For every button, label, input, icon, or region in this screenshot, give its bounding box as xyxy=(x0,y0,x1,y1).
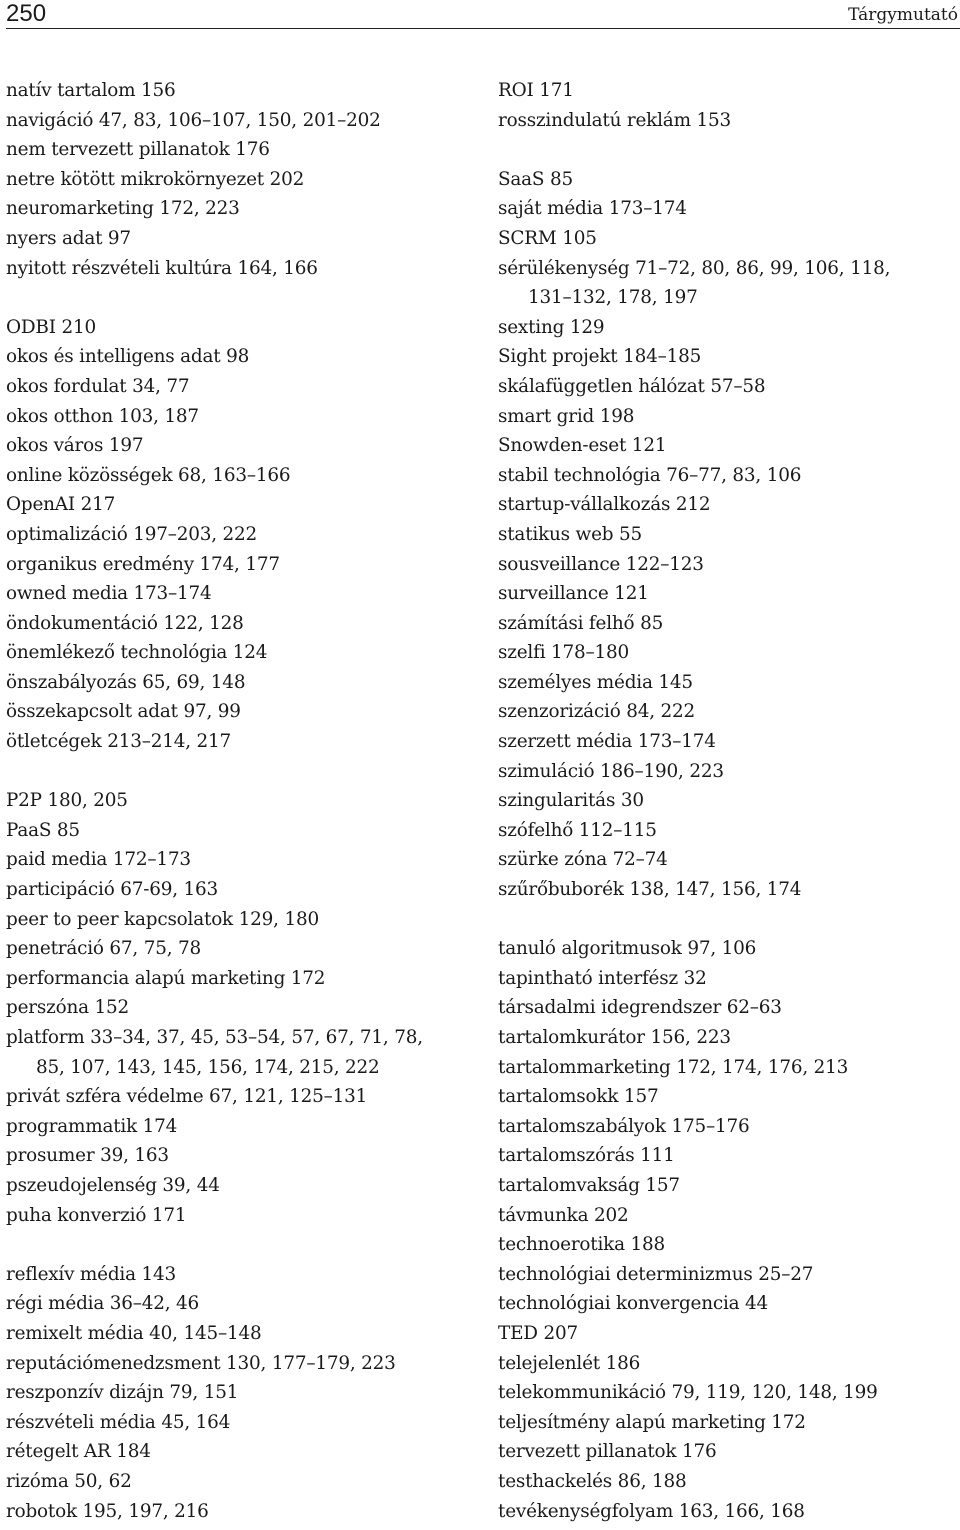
index-entry: PaaS 85 xyxy=(6,819,80,841)
index-entry: szenzorizáció 84, 222 xyxy=(498,701,696,723)
index-entry: tartalomkurátor 156, 223 xyxy=(498,1027,731,1048)
index-entry: surveillance 121 xyxy=(498,583,649,605)
index-entry: okos város 197 xyxy=(6,435,144,457)
index-entry: szimuláció 186–190, 223 xyxy=(498,760,724,782)
index-entry: technológiai konvergencia 44 xyxy=(498,1293,769,1315)
index-entry: penetráció 67, 75, 78 xyxy=(6,938,202,960)
index-entry: tartalomvakság 157 xyxy=(498,1174,680,1196)
index-entry: okos és intelligens adat 98 xyxy=(6,346,250,368)
index-entry: online közösségek 68, 163–166 xyxy=(6,464,291,486)
index-entry: reszponzív dizájn 79, 151 xyxy=(6,1382,239,1404)
index-entry: SCRM 105 xyxy=(498,227,597,249)
index-entry: szingularitás 30 xyxy=(498,790,644,812)
index-entry: performancia alapú marketing 172 xyxy=(6,967,326,989)
index-entry: P2P 180, 205 xyxy=(6,790,128,812)
letter-group-gap xyxy=(6,1230,486,1260)
index-entry: sexting 129 xyxy=(498,316,605,338)
index-entry: ROI 171 xyxy=(498,80,574,101)
index-entry: optimalizáció 197–203, 222 xyxy=(6,523,258,545)
index-entry: rizóma 50, 62 xyxy=(6,1470,132,1492)
index-entry: nyitott részvételi kultúra 164, 166 xyxy=(6,257,318,279)
index-entry: stabil technológia 76–77, 83, 106 xyxy=(498,464,802,486)
letter-group-gap xyxy=(6,757,486,787)
index-entry: robotok 195, 197, 216 xyxy=(6,1500,209,1522)
index-entry: paid media 172–173 xyxy=(6,849,191,871)
index-entry: technológiai determinizmus 25–27 xyxy=(498,1263,814,1285)
index-entry: részvételi média 45, 164 xyxy=(6,1411,231,1433)
index-entry: SaaS 85 xyxy=(498,168,573,190)
index-entry: sousveillance 122–123 xyxy=(498,553,704,575)
index-entry: tartalommarketing 172, 174, 176, 213 xyxy=(498,1056,849,1078)
index-entry: saját média 173–174 xyxy=(498,198,687,220)
index-entry: technoerotika 188 xyxy=(498,1234,666,1256)
page-header xyxy=(0,0,960,30)
index-entry: okos otthon 103, 187 xyxy=(6,405,199,427)
letter-group-gap xyxy=(498,135,960,165)
index-entry: telekommunikáció 79, 119, 120, 148, 199 xyxy=(498,1382,878,1404)
index-entry: tartalomsokk 157 xyxy=(498,1086,659,1108)
index-entry: szófelhő 112–115 xyxy=(498,819,657,841)
index-entry: ötletcégek 213–214, 217 xyxy=(6,731,232,753)
index-entry: távmunka 202 xyxy=(498,1204,629,1226)
index-entry: rétegelt AR 184 xyxy=(6,1441,151,1463)
index-entry: reflexív média 143 xyxy=(6,1263,177,1285)
index-entry: rosszindulatú reklám 153 xyxy=(498,109,731,131)
index-entry: OpenAI 217 xyxy=(6,494,116,516)
index-entry: ODBI 210 xyxy=(6,316,96,338)
index-entry: telejelenlét 186 xyxy=(498,1352,641,1374)
index-entry: perszóna 152 xyxy=(6,997,130,1019)
index-entry: skálafüggetlen hálózat 57–58 xyxy=(498,375,766,397)
header-rule xyxy=(6,28,960,29)
index-entry: reputációmenedzsment 130, 177–179, 223 xyxy=(6,1352,396,1374)
index-entry: Sight projekt 184–185 xyxy=(498,346,702,368)
index-entry: peer to peer kapcsolatok 129, 180 xyxy=(6,908,319,930)
index-entry: társadalmi idegrendszer 62–63 xyxy=(498,997,782,1019)
letter-group-gap xyxy=(498,905,960,935)
index-entry: platform 33–34, 37, 45, 53–54, 57, 67, 71, 78, xyxy=(6,1027,423,1048)
index-entry: nyers adat 97 xyxy=(6,227,131,249)
index-entry: tartalomszórás 111 xyxy=(498,1145,675,1167)
index-entry-continuation: 131–132, 178, 197 xyxy=(528,287,698,309)
index-entry: remixelt média 40, 145–148 xyxy=(6,1322,262,1344)
index-entry: öndokumentáció 122, 128 xyxy=(6,612,244,634)
index-entry: programmatik 174 xyxy=(6,1115,178,1137)
index-entry: TED 207 xyxy=(498,1322,578,1344)
index-entry: szelfi 178–180 xyxy=(498,642,630,664)
index-column-right xyxy=(498,76,960,1526)
index-entry: natív tartalom 156 xyxy=(6,80,176,101)
index-entry: személyes média 145 xyxy=(498,671,693,693)
index-column-left xyxy=(6,76,486,1526)
index-entry: tapintható interfész 32 xyxy=(498,967,707,989)
index-entry: testhackelés 86, 188 xyxy=(498,1470,687,1492)
index-entry: netre kötött mikrokörnyezet 202 xyxy=(6,168,305,190)
index-entry: nem tervezett pillanatok 176 xyxy=(6,139,270,161)
index-entry: owned media 173–174 xyxy=(6,583,212,605)
index-entry: tanuló algoritmusok 97, 106 xyxy=(498,938,757,960)
index-entry-continuation: 85, 107, 143, 145, 156, 174, 215, 222 xyxy=(36,1056,380,1078)
index-entry: szűrőbuborék 138, 147, 156, 174 xyxy=(498,879,802,901)
index-entry: tervezett pillanatok 176 xyxy=(498,1441,717,1463)
index-entry: teljesítmény alapú marketing 172 xyxy=(498,1411,806,1433)
index-entry: önszabályozás 65, 69, 148 xyxy=(6,671,246,693)
index-entry: régi média 36–42, 46 xyxy=(6,1293,200,1315)
index-entry: prosumer 39, 163 xyxy=(6,1145,169,1167)
running-title: Tárgymutató xyxy=(848,5,958,25)
index-entry: neuromarketing 172, 223 xyxy=(6,198,240,220)
index-entry: számítási felhő 85 xyxy=(498,612,664,634)
index-entry: privát szféra védelme 67, 121, 125–131 xyxy=(6,1086,368,1108)
index-entry: participáció 67-69, 163 xyxy=(6,879,219,901)
index-entry: navigáció 47, 83, 106–107, 150, 201–202 xyxy=(6,109,381,131)
index-entry: önemlékező technológia 124 xyxy=(6,642,268,664)
index-entry: tevékenységfolyam 163, 166, 168 xyxy=(498,1500,805,1522)
index-entry: sérülékenység 71–72, 80, 86, 99, 106, 118, xyxy=(498,257,891,279)
letter-group-gap xyxy=(6,283,486,313)
index-entry: okos fordulat 34, 77 xyxy=(6,375,190,397)
index-entry: tartalomszabályok 175–176 xyxy=(498,1115,750,1137)
index-entry: pszeudojelenség 39, 44 xyxy=(6,1174,220,1196)
index-entry: organikus eredmény 174, 177 xyxy=(6,553,280,575)
index-entry: Snowden-eset 121 xyxy=(498,435,667,457)
index-entry: puha konverzió 171 xyxy=(6,1204,187,1226)
index-entry: szürke zóna 72–74 xyxy=(498,849,668,871)
index-entry: összekapcsolt adat 97, 99 xyxy=(6,701,241,723)
index-entry: statikus web 55 xyxy=(498,523,642,545)
page-number: 250 xyxy=(6,0,47,27)
index-entry: szerzett média 173–174 xyxy=(498,731,716,753)
index-entry: startup-vállalkozás 212 xyxy=(498,494,711,516)
index-entry: smart grid 198 xyxy=(498,405,635,427)
